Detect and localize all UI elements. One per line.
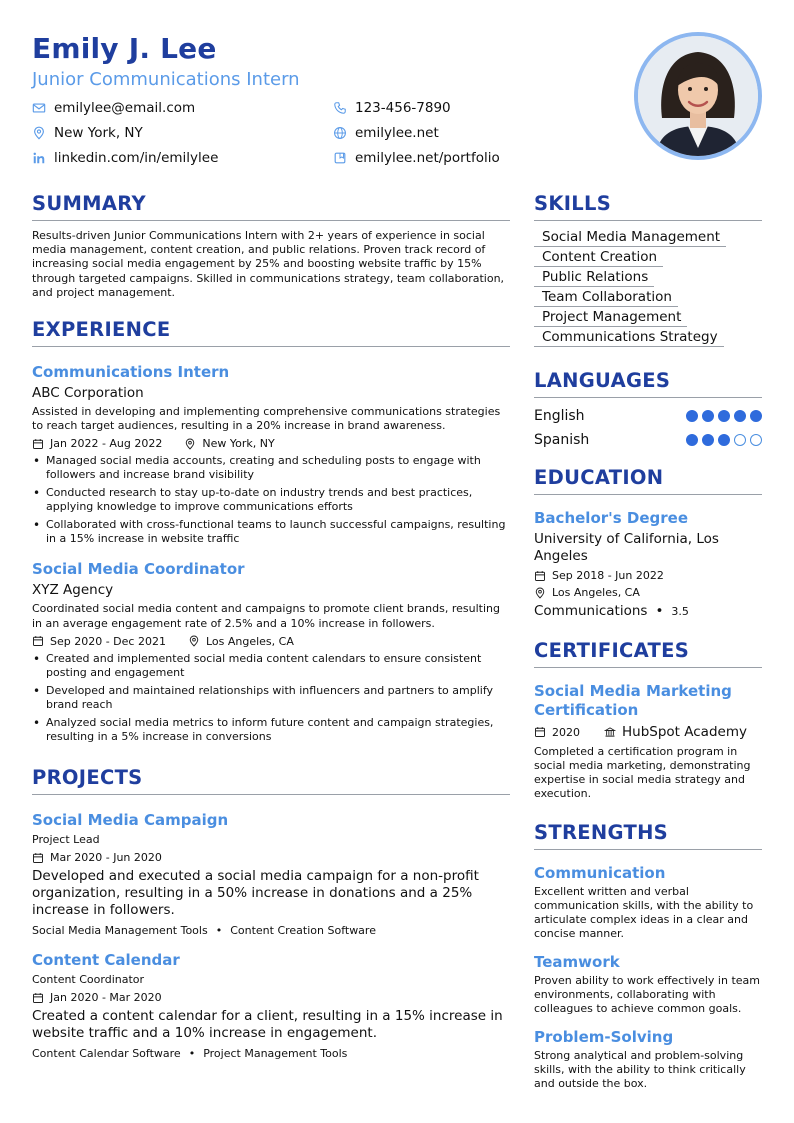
education-field: Communications [534, 603, 648, 619]
language-name: Spanish [534, 432, 590, 448]
contact-linkedin[interactable] [32, 150, 218, 166]
strength-item [534, 1028, 762, 1091]
contact-website[interactable] [333, 125, 439, 141]
level-dot-filled [734, 410, 746, 422]
project-tools: Social Media Management Tools • Content Creation Software [32, 924, 376, 938]
tool-item: Content Calendar Software [32, 1047, 181, 1061]
education-dates-row [534, 569, 762, 582]
calendar-icon [32, 992, 44, 1004]
certificates-heading: CERTIFICATES [534, 639, 762, 668]
language-name: English [534, 408, 585, 424]
job-company: XYZ Agency [32, 582, 114, 599]
job-role: Communications Intern [32, 363, 230, 382]
education-field-row: Communications • 3.5 [534, 603, 689, 619]
tool-item: Project Management Tools [203, 1047, 348, 1061]
phone-text: 123-456-7890 [355, 100, 451, 116]
strength-description: Excellent written and verbal communication skills, with the ability to articulate complex ideas in a clear and concise manner. [534, 885, 754, 940]
linkedin-icon [32, 151, 46, 165]
linkedin-text: linkedin.com/in/emilylee [54, 150, 219, 166]
website-text: emilylee.net [355, 125, 439, 141]
project-description: Developed and executed a social media campaign for a non-profit organization, resulting in a 50% increase in donations and a 25% increase in followers. [32, 868, 479, 919]
strength-title: Communication [534, 864, 666, 882]
languages-list [534, 408, 762, 448]
languages-heading: LANGUAGES [534, 369, 762, 398]
list-item: • Managed social media accounts, creating and scheduling posts to engage with followers and increase brand visibility [32, 454, 510, 482]
list-item: • Conducted research to stay up-to-date on industry trends and best practices, applying knowledge to improve communications efforts [32, 486, 510, 514]
profile-photo [634, 32, 762, 160]
tool-item: Social Media Management Tools [32, 924, 208, 938]
level-dot-filled [718, 410, 730, 422]
strength-item [534, 864, 762, 941]
calendar-icon [534, 570, 546, 582]
strength-title: Problem-Solving [534, 1028, 674, 1046]
skill-tag: Social Media Management [534, 229, 726, 247]
project-item [32, 811, 510, 937]
project-dates: Mar 2020 - Jun 2020 [50, 851, 162, 865]
language-level-dots [686, 410, 762, 422]
certificate-item [534, 682, 762, 801]
person-portrait-icon [638, 36, 758, 156]
education-location: Los Angeles, CA [552, 586, 640, 599]
job-company: ABC Corporation [32, 385, 144, 402]
job-meta [32, 437, 510, 450]
list-item: • Collaborated with cross-functional teams to launch successful campaigns, resulting in a 15% increase in website traffic [32, 518, 510, 546]
job-bullets [32, 454, 510, 546]
language-level-dots [686, 434, 762, 446]
institution-icon [604, 726, 616, 738]
project-name: Social Media Campaign [32, 810, 229, 829]
globe-icon [333, 126, 347, 140]
tool-item: Content Creation Software [230, 924, 376, 938]
project-item [32, 951, 510, 1060]
projects-heading: PROJECTS [32, 766, 510, 795]
list-item: • Analyzed social media metrics to inform future content and campaign strategies, resulting in a 5% increase in conversions [32, 716, 510, 744]
project-role: Project Lead [32, 832, 100, 846]
certificate-year: 2020 [552, 725, 580, 739]
contact-email[interactable] [32, 100, 195, 116]
job-description: Assisted in developing and implementing comprehensive communications strategies to reach target audiences, resulting in a 20% increase in brand awareness. [32, 405, 501, 433]
education-item [534, 509, 762, 619]
phone-icon [333, 101, 347, 115]
level-dot-filled [686, 410, 698, 422]
job-meta [32, 635, 510, 648]
portfolio-text: emilylee.net/portfolio [355, 150, 500, 166]
project-description: Created a content calendar for a client, resulting in a 15% increase in website traffic and a 10% increase in engagement. [32, 1008, 503, 1042]
candidate-name: Emily J. Lee [32, 32, 217, 65]
portfolio-icon [333, 151, 347, 165]
job-location: New York, NY [202, 437, 275, 451]
project-meta [32, 851, 510, 864]
location-pin-icon [188, 635, 200, 647]
location-pin-icon [32, 126, 46, 140]
education-location-row [534, 586, 762, 599]
calendar-icon [534, 726, 546, 738]
level-dot-filled [686, 434, 698, 446]
experience-item [32, 363, 510, 546]
certificate-title: Social Media Marketing Certification [534, 682, 732, 719]
level-dot-filled [718, 434, 730, 446]
location-pin-icon [184, 438, 196, 450]
education-gpa: 3.5 [671, 605, 689, 618]
location-pin-icon [534, 587, 546, 599]
skill-tag: Content Creation [534, 249, 663, 267]
education-dates: Sep 2018 - Jun 2022 [552, 569, 664, 582]
project-name: Content Calendar [32, 951, 180, 970]
strengths-heading: STRENGTHS [534, 821, 762, 850]
strength-title: Teamwork [534, 953, 620, 971]
language-row [534, 408, 762, 424]
email-text: emilylee@email.com [54, 100, 196, 116]
job-location: Los Angeles, CA [205, 634, 294, 648]
skills-list [534, 229, 762, 349]
contact-location [32, 125, 143, 141]
contact-portfolio[interactable] [333, 150, 500, 166]
level-dot-filled [702, 410, 714, 422]
summary-heading: SUMMARY [32, 192, 510, 221]
project-dates: Jan 2020 - Mar 2020 [50, 991, 162, 1005]
job-role: Social Media Coordinator [32, 560, 245, 579]
project-meta [32, 991, 510, 1004]
level-dot-empty [750, 434, 762, 446]
right-column [534, 192, 762, 1091]
list-item: • Developed and maintained relationships with influencers and partners to amplify brand reach [32, 684, 510, 712]
candidate-title: Junior Communications Intern [32, 69, 300, 90]
job-dates: Sep 2020 - Dec 2021 [50, 634, 166, 648]
strength-description: Strong analytical and problem-solving skills, with the ability to think critically and outside the box. [534, 1049, 746, 1090]
left-column [32, 192, 510, 1060]
certificate-description: Completed a certification program in social media marketing, demonstrating expertise in social media strategy and execution. [534, 745, 751, 800]
strength-item [534, 953, 762, 1016]
strength-description: Proven ability to work effectively in team environments, collaborating with colleagues to achieve common goals. [534, 974, 760, 1015]
calendar-icon [32, 438, 44, 450]
degree: Bachelor's Degree [534, 509, 688, 527]
certificate-issuer: HubSpot Academy [622, 724, 747, 740]
experience-item [32, 560, 510, 743]
education-heading: EDUCATION [534, 466, 762, 495]
school: University of California, Los Angeles [534, 531, 719, 564]
experience-heading: EXPERIENCE [32, 318, 510, 347]
certificate-meta [534, 724, 762, 740]
skill-tag: Public Relations [534, 269, 654, 287]
skill-tag: Team Collaboration [534, 289, 678, 307]
location-text: New York, NY [54, 125, 143, 141]
job-dates: Jan 2022 - Aug 2022 [50, 437, 163, 451]
project-role: Content Coordinator [32, 973, 145, 987]
job-bullets [32, 652, 510, 744]
contact-phone[interactable] [333, 100, 451, 116]
language-row [534, 432, 762, 448]
list-item: • Created and implemented social media content calendars to ensure consistent posting and engagement [32, 652, 510, 680]
skill-tag: Project Management [534, 309, 687, 327]
envelope-icon [32, 101, 46, 115]
skills-heading: SKILLS [534, 192, 762, 221]
calendar-icon [32, 852, 44, 864]
level-dot-filled [702, 434, 714, 446]
project-tools: Content Calendar Software • Project Management Tools [32, 1047, 348, 1061]
job-description: Coordinated social media content and campaigns to promote client brands, resulting in an average engagement rate of 2.5% and a 10% increase in followers. [32, 602, 500, 630]
summary-text: Results-driven Junior Communications Intern with 2+ years of experience in social media management, content creation, and public relations. Proven track record of increasing social media engagement by 25% and boosting website traffic by 15% through targeted campaigns. Skilled in communications strategy, team collaboration, and project management. [32, 229, 505, 299]
level-dot-filled [750, 410, 762, 422]
level-dot-empty [734, 434, 746, 446]
skill-tag: Communications Strategy [534, 329, 724, 347]
calendar-icon [32, 635, 44, 647]
